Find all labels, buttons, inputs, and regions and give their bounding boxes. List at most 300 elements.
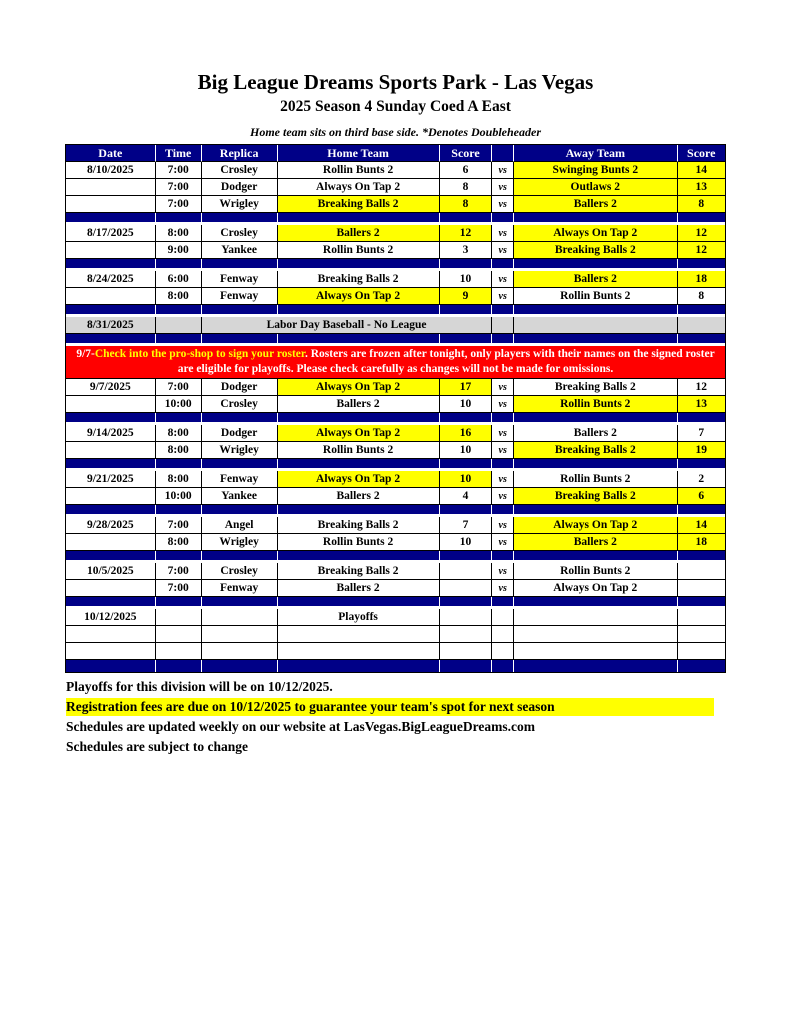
- replica-cell: Dodger: [202, 179, 278, 196]
- game-row: [66, 242, 725, 259]
- separator-cell: [678, 597, 726, 609]
- date-cell: 8/17/2025: [66, 225, 156, 242]
- separator-cell: [278, 334, 440, 346]
- away-score-cell: 13: [678, 179, 726, 196]
- time-cell: [156, 317, 202, 334]
- separator-cell: [440, 213, 493, 225]
- game-row: [66, 534, 725, 551]
- game-row: [66, 488, 725, 505]
- home-score-cell: 10: [440, 534, 493, 551]
- home-team-cell: Rollin Bunts 2: [278, 442, 440, 459]
- separator-cell: [440, 259, 493, 271]
- separator-cell: [514, 305, 677, 317]
- separator-cell: [678, 259, 726, 271]
- away-score-cell: 18: [678, 534, 726, 551]
- home-team-cell: [278, 626, 440, 643]
- separator-cell: [66, 505, 156, 517]
- time-cell: 8:00: [156, 225, 202, 242]
- separator-cell: [278, 459, 440, 471]
- date-cell: 8/10/2025: [66, 162, 156, 179]
- separator-cell: [66, 213, 156, 225]
- separator-cell: [156, 334, 202, 346]
- replica-cell: Wrigley: [202, 534, 278, 551]
- home-team-cell: Breaking Balls 2: [278, 271, 440, 288]
- separator-cell: [66, 413, 156, 425]
- document-footer: [66, 678, 791, 756]
- separator-cell: [492, 305, 514, 317]
- replica-cell: Fenway: [202, 288, 278, 305]
- separator-cell: [156, 305, 202, 317]
- away-team-cell: [514, 317, 677, 334]
- home-team-cell: Breaking Balls 2: [278, 196, 440, 213]
- separator-cell: [278, 505, 440, 517]
- separator-cell: [156, 505, 202, 517]
- separator-cell: [678, 334, 726, 346]
- col-header-time: Time: [156, 145, 202, 162]
- game-row: [66, 442, 725, 459]
- home-score-cell: 9: [440, 288, 493, 305]
- time-cell: [156, 609, 202, 626]
- separator-cell: [440, 597, 493, 609]
- separator-cell: [492, 551, 514, 563]
- date-cell: 9/28/2025: [66, 517, 156, 534]
- game-row: [66, 563, 725, 580]
- date-cell: [66, 580, 156, 597]
- home-score-cell: 10: [440, 396, 493, 413]
- separator-cell: [66, 305, 156, 317]
- separator-cell: [492, 660, 514, 672]
- separator-cell: [440, 413, 493, 425]
- time-cell: 8:00: [156, 442, 202, 459]
- replica-cell: Crosley: [202, 563, 278, 580]
- separator-cell: [514, 459, 677, 471]
- separator-cell: [202, 413, 278, 425]
- roster-notice-row: [66, 346, 725, 379]
- separator-cell: [202, 213, 278, 225]
- game-row: [66, 179, 725, 196]
- separator-cell: [66, 259, 156, 271]
- home-score-cell: 8: [440, 196, 493, 213]
- separator-cell: [156, 551, 202, 563]
- home-team-cell: Ballers 2: [278, 488, 440, 505]
- away-team-cell: Rollin Bunts 2: [514, 563, 677, 580]
- vs-cell: vs: [492, 225, 514, 242]
- separator-cell: [202, 334, 278, 346]
- date-cell: 9/21/2025: [66, 471, 156, 488]
- replica-cell: Fenway: [202, 271, 278, 288]
- away-score-cell: 6: [678, 488, 726, 505]
- game-row: [66, 425, 725, 442]
- separator-cell: [278, 259, 440, 271]
- separator-cell: [440, 551, 493, 563]
- separator-row: [66, 413, 725, 425]
- home-team-cell: [278, 643, 440, 660]
- away-score-cell: 12: [678, 379, 726, 396]
- away-team-cell: Rollin Bunts 2: [514, 288, 677, 305]
- game-row: [66, 379, 725, 396]
- separator-cell: [202, 660, 278, 672]
- col-header-date: Date: [66, 145, 156, 162]
- replica-cell: Crosley: [202, 396, 278, 413]
- home-team-cell: Breaking Balls 2: [278, 517, 440, 534]
- separator-cell: [202, 459, 278, 471]
- vs-cell: vs: [492, 379, 514, 396]
- time-cell: 10:00: [156, 396, 202, 413]
- time-cell: [156, 643, 202, 660]
- vs-cell: vs: [492, 471, 514, 488]
- separator-row: [66, 259, 725, 271]
- away-score-cell: 13: [678, 396, 726, 413]
- away-score-cell: [678, 580, 726, 597]
- game-row: [66, 517, 725, 534]
- separator-cell: [278, 305, 440, 317]
- time-cell: 7:00: [156, 580, 202, 597]
- empty-row: [66, 643, 725, 660]
- home-score-cell: [440, 609, 493, 626]
- away-team-cell: Ballers 2: [514, 425, 677, 442]
- date-cell: 8/24/2025: [66, 271, 156, 288]
- separator-cell: [678, 305, 726, 317]
- vs-cell: vs: [492, 179, 514, 196]
- vs-cell: vs: [492, 288, 514, 305]
- away-team-cell: [514, 643, 677, 660]
- vs-cell: vs: [492, 425, 514, 442]
- home-team-cell: Always On Tap 2: [278, 179, 440, 196]
- away-team-cell: [514, 609, 677, 626]
- home-team-cell: Rollin Bunts 2: [278, 534, 440, 551]
- notice-rest: . Rosters are frozen after tonight, only players with their names on the signed roster are eligible for playoffs. Please check carefully as changes will not be made for omissions.: [177, 348, 715, 375]
- separator-cell: [492, 597, 514, 609]
- vs-cell: vs: [492, 196, 514, 213]
- date-cell: 10/5/2025: [66, 563, 156, 580]
- separator-cell: [156, 259, 202, 271]
- subject-to-change-note: Schedules are subject to change: [66, 739, 248, 754]
- vs-cell: vs: [492, 271, 514, 288]
- time-cell: 7:00: [156, 379, 202, 396]
- date-cell: [66, 396, 156, 413]
- date-cell: [66, 242, 156, 259]
- home-team-cell: Breaking Balls 2: [278, 563, 440, 580]
- separator-row: [66, 213, 725, 225]
- separator-row: [66, 597, 725, 609]
- away-team-cell: Rollin Bunts 2: [514, 471, 677, 488]
- empty-row: [66, 626, 725, 643]
- game-row: [66, 396, 725, 413]
- separator-cell: [156, 213, 202, 225]
- replica-cell: Dodger: [202, 379, 278, 396]
- home-score-cell: [440, 643, 493, 660]
- date-cell: [66, 626, 156, 643]
- home-score-cell: 17: [440, 379, 493, 396]
- game-row: [66, 271, 725, 288]
- notice-prefix: 9/7-: [76, 348, 95, 360]
- separator-cell: [440, 660, 493, 672]
- vs-cell: vs: [492, 488, 514, 505]
- separator-row: [66, 305, 725, 317]
- away-team-cell: Breaking Balls 2: [514, 488, 677, 505]
- time-cell: 7:00: [156, 517, 202, 534]
- replica-cell: Yankee: [202, 488, 278, 505]
- separator-cell: [156, 660, 202, 672]
- away-score-cell: [678, 609, 726, 626]
- away-team-cell: Breaking Balls 2: [514, 242, 677, 259]
- away-score-cell: [678, 563, 726, 580]
- away-score-cell: 19: [678, 442, 726, 459]
- vs-cell: vs: [492, 396, 514, 413]
- replica-cell: Angel: [202, 517, 278, 534]
- col-header-away-score: Score: [678, 145, 726, 162]
- separator-cell: [678, 505, 726, 517]
- separator-cell: [66, 459, 156, 471]
- separator-cell: [156, 597, 202, 609]
- separator-cell: [492, 259, 514, 271]
- col-header-away-team: Away Team: [514, 145, 677, 162]
- separator-cell: [514, 334, 677, 346]
- vs-cell: [492, 317, 514, 334]
- date-cell: [66, 534, 156, 551]
- home-team-note: Home team sits on third base side. *Denotes Doubleheader: [250, 125, 541, 139]
- registration-fees-note: Registration fees are due on 10/12/2025 to guarantee your team's spot for next season: [66, 698, 714, 716]
- roster-notice-cell: [66, 346, 725, 379]
- time-cell: 7:00: [156, 162, 202, 179]
- away-score-cell: 8: [678, 288, 726, 305]
- away-score-cell: 2: [678, 471, 726, 488]
- home-score-cell: 10: [440, 471, 493, 488]
- separator-cell: [278, 413, 440, 425]
- separator-cell: [278, 551, 440, 563]
- home-team-cell: Rollin Bunts 2: [278, 162, 440, 179]
- home-score-cell: 4: [440, 488, 493, 505]
- away-team-cell: Outlaws 2: [514, 179, 677, 196]
- replica-cell: [202, 626, 278, 643]
- game-row: [66, 225, 725, 242]
- date-cell: 8/31/2025: [66, 317, 156, 334]
- date-cell: 10/12/2025: [66, 609, 156, 626]
- game-row: [66, 196, 725, 213]
- separator-cell: [202, 597, 278, 609]
- away-score-cell: [678, 626, 726, 643]
- separator-cell: [278, 213, 440, 225]
- vs-cell: [492, 643, 514, 660]
- page-subtitle: 2025 Season 4 Sunday Coed A East: [280, 98, 511, 115]
- replica-cell: Yankee: [202, 242, 278, 259]
- separator-cell: [278, 660, 440, 672]
- separator-cell: [66, 660, 156, 672]
- replica-cell: Fenway: [202, 580, 278, 597]
- date-cell: 9/14/2025: [66, 425, 156, 442]
- away-team-cell: Swinging Bunts 2: [514, 162, 677, 179]
- separator-row: [66, 551, 725, 563]
- home-score-cell: [440, 580, 493, 597]
- separator-cell: [492, 459, 514, 471]
- away-team-cell: Always On Tap 2: [514, 580, 677, 597]
- separator-cell: [66, 334, 156, 346]
- col-header-vs: [492, 145, 514, 162]
- website-note: Schedules are updated weekly on our website at LasVegas.BigLeagueDreams.com: [66, 719, 536, 734]
- game-row: [66, 288, 725, 305]
- separator-cell: [514, 551, 677, 563]
- away-team-cell: Always On Tap 2: [514, 517, 677, 534]
- schedule-rows: [66, 162, 725, 672]
- col-header-home-team: Home Team: [278, 145, 440, 162]
- away-team-cell: [514, 626, 677, 643]
- time-cell: 7:00: [156, 563, 202, 580]
- home-team-cell: Always On Tap 2: [278, 288, 440, 305]
- home-score-cell: 7: [440, 517, 493, 534]
- time-cell: 8:00: [156, 471, 202, 488]
- separator-cell: [440, 459, 493, 471]
- date-cell: [66, 196, 156, 213]
- vs-cell: vs: [492, 534, 514, 551]
- time-cell: [156, 626, 202, 643]
- home-team-cell: Always On Tap 2: [278, 471, 440, 488]
- separator-cell: [440, 305, 493, 317]
- date-cell: 9/7/2025: [66, 379, 156, 396]
- game-row: [66, 471, 725, 488]
- playoffs-row: [66, 609, 725, 626]
- away-score-cell: [678, 317, 726, 334]
- time-cell: 7:00: [156, 196, 202, 213]
- home-score-cell: 10: [440, 442, 493, 459]
- schedule-table: [66, 145, 725, 672]
- vs-cell: [492, 626, 514, 643]
- home-team-cell: Rollin Bunts 2: [278, 242, 440, 259]
- home-score-cell: 10: [440, 271, 493, 288]
- date-cell: [66, 643, 156, 660]
- date-cell: [66, 288, 156, 305]
- separator-cell: [278, 597, 440, 609]
- replica-cell: [202, 609, 278, 626]
- replica-cell: Crosley: [202, 225, 278, 242]
- separator-cell: [678, 413, 726, 425]
- separator-cell: [678, 459, 726, 471]
- separator-cell: [492, 505, 514, 517]
- away-score-cell: [678, 643, 726, 660]
- separator-cell: [156, 459, 202, 471]
- time-cell: 7:00: [156, 179, 202, 196]
- separator-row: [66, 459, 725, 471]
- col-header-replica: Replica: [202, 145, 278, 162]
- home-team-cell: Always On Tap 2: [278, 425, 440, 442]
- away-team-cell: Ballers 2: [514, 271, 677, 288]
- home-team-cell: Ballers 2: [278, 396, 440, 413]
- vs-cell: [492, 609, 514, 626]
- separator-cell: [514, 259, 677, 271]
- date-cell: [66, 488, 156, 505]
- separator-cell: [492, 413, 514, 425]
- away-score-cell: 18: [678, 271, 726, 288]
- separator-cell: [492, 334, 514, 346]
- separator-cell: [66, 551, 156, 563]
- away-team-cell: Rollin Bunts 2: [514, 396, 677, 413]
- separator-cell: [514, 660, 677, 672]
- separator-cell: [514, 413, 677, 425]
- separator-cell: [678, 551, 726, 563]
- vs-cell: vs: [492, 563, 514, 580]
- away-score-cell: 14: [678, 162, 726, 179]
- home-team-cell: Ballers 2: [278, 225, 440, 242]
- separator-cell: [678, 213, 726, 225]
- game-row: [66, 580, 725, 597]
- time-cell: 8:00: [156, 425, 202, 442]
- separator-cell: [202, 505, 278, 517]
- away-team-cell: Ballers 2: [514, 196, 677, 213]
- replica-cell: Fenway: [202, 471, 278, 488]
- replica-cell: Wrigley: [202, 196, 278, 213]
- time-cell: 10:00: [156, 488, 202, 505]
- replica-cell: [202, 643, 278, 660]
- page-title: Big League Dreams Sports Park - Las Vegas: [197, 70, 594, 94]
- date-cell: [66, 442, 156, 459]
- away-score-cell: 14: [678, 517, 726, 534]
- separator-cell: [514, 505, 677, 517]
- time-cell: 9:00: [156, 242, 202, 259]
- separator-row: [66, 334, 725, 346]
- time-cell: 6:00: [156, 271, 202, 288]
- separator-row: [66, 505, 725, 517]
- separator-cell: [514, 213, 677, 225]
- away-team-cell: Always On Tap 2: [514, 225, 677, 242]
- col-header-home-score: Score: [440, 145, 493, 162]
- separator-cell: [440, 505, 493, 517]
- separator-cell: [514, 597, 677, 609]
- separator-cell: [156, 413, 202, 425]
- game-row: [66, 162, 725, 179]
- date-cell: [66, 179, 156, 196]
- home-score-cell: 3: [440, 242, 493, 259]
- replica-cell: Wrigley: [202, 442, 278, 459]
- vs-cell: vs: [492, 162, 514, 179]
- separator-cell: [202, 551, 278, 563]
- playoffs-date-note: Playoffs for this division will be on 10/12/2025.: [66, 679, 333, 694]
- separator-cell: [66, 597, 156, 609]
- event-label-cell: Labor Day Baseball - No League: [202, 317, 493, 334]
- home-score-cell: [440, 563, 493, 580]
- table-header-row: [66, 145, 725, 162]
- document-header: [0, 0, 791, 139]
- schedule-table-frame: [65, 144, 726, 673]
- time-cell: 8:00: [156, 288, 202, 305]
- home-score-cell: [440, 626, 493, 643]
- away-score-cell: 7: [678, 425, 726, 442]
- replica-cell: Crosley: [202, 162, 278, 179]
- time-cell: 8:00: [156, 534, 202, 551]
- away-score-cell: 12: [678, 242, 726, 259]
- vs-cell: vs: [492, 242, 514, 259]
- away-team-cell: Breaking Balls 2: [514, 379, 677, 396]
- vs-cell: vs: [492, 580, 514, 597]
- away-team-cell: Ballers 2: [514, 534, 677, 551]
- home-score-cell: 12: [440, 225, 493, 242]
- away-score-cell: 12: [678, 225, 726, 242]
- separator-cell: [202, 259, 278, 271]
- separator-row: [66, 660, 725, 672]
- replica-cell: Dodger: [202, 425, 278, 442]
- away-score-cell: 8: [678, 196, 726, 213]
- separator-cell: [678, 660, 726, 672]
- home-score-cell: 6: [440, 162, 493, 179]
- home-team-cell: Always On Tap 2: [278, 379, 440, 396]
- separator-cell: [492, 213, 514, 225]
- home-score-cell: 8: [440, 179, 493, 196]
- vs-cell: vs: [492, 517, 514, 534]
- separator-cell: [440, 334, 493, 346]
- playoffs-label-cell: Playoffs: [278, 609, 440, 626]
- home-score-cell: 16: [440, 425, 493, 442]
- labor-day-row: [66, 317, 725, 334]
- home-team-cell: Ballers 2: [278, 580, 440, 597]
- away-team-cell: Breaking Balls 2: [514, 442, 677, 459]
